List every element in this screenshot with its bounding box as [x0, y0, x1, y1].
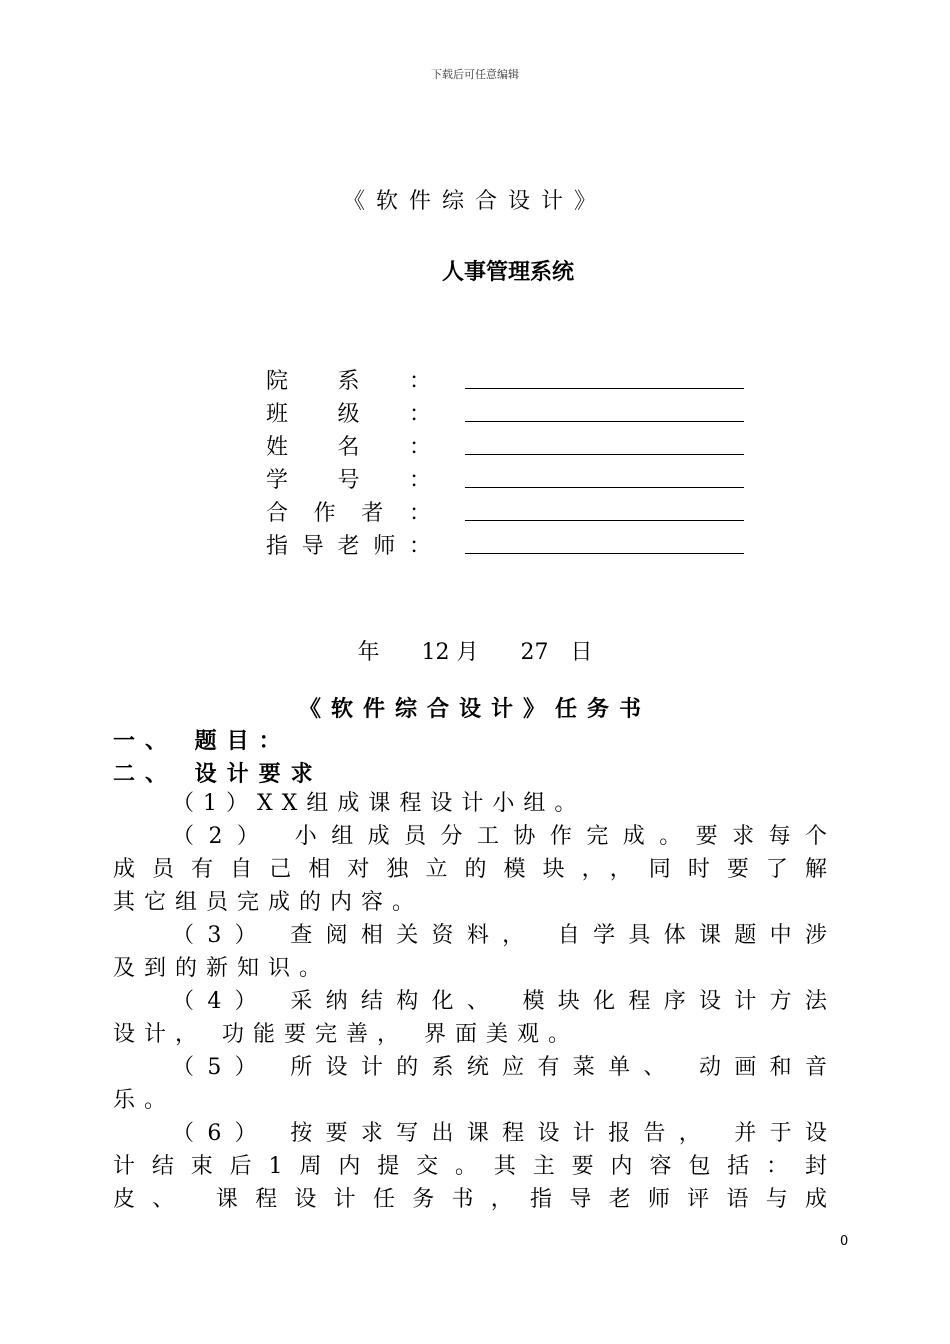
section-topic: 一、 题目： [113, 728, 291, 754]
body-line: 设计， 功能要完善， 界面美观。 [113, 1022, 579, 1047]
task-title: 《软件综合设计》任务书 [298, 696, 651, 722]
body-line: 成员有自己相对独立的模块，，同时要了解 [113, 857, 827, 882]
cover-field-label: 学 号 ： [266, 468, 431, 493]
cover-field-label: 院 系 ： [266, 369, 431, 394]
date-day-label: 日 [570, 640, 593, 665]
cover-field-blank-line [465, 388, 744, 389]
body-line: （3） 查阅相关资料， 自学具体课题中涉 [172, 923, 827, 948]
date-month-label: 月 [456, 640, 479, 665]
body-line: 皮、 课程设计任务书，指导老师评语与成 [113, 1187, 827, 1212]
cover-field-label: 合 作 者 ： [266, 501, 431, 526]
cover-field-blank-line [465, 487, 744, 488]
body-line: 及到的新知识。 [113, 956, 331, 981]
cover-field-blank-line [465, 454, 744, 455]
cover-field-blank-line [465, 520, 744, 521]
cover-date [0, 635, 950, 666]
body-line: 计结束后1周内提交。其主要内容包括：封 [113, 1154, 827, 1179]
body-line: （4） 采纳结构化、 模块化程序设计方法 [172, 989, 827, 1014]
body-line: （5） 所设计的系统应有菜单、 动画和音 [172, 1055, 827, 1080]
cover-field-label: 指 导 老 师 ： [266, 534, 431, 559]
body-line: （1）XX组成课程设计小组。 [172, 791, 586, 816]
cover-field-blank-line [465, 553, 744, 554]
header-note: 下载后可任意编辑 [431, 68, 519, 81]
course-title: 《软件综合设计》 [342, 189, 607, 214]
body-line: （2） 小组成员分工协作完成。要求每个 [172, 824, 827, 849]
project-title: 人事管理系统 [441, 260, 574, 285]
body-line: （6） 按要求写出课程设计报告， 并于设 [172, 1121, 827, 1146]
date-year-label: 年 [357, 640, 380, 665]
cover-field-label: 姓 名 ： [266, 435, 431, 460]
body-line: 其它组员完成的内容。 [113, 890, 424, 915]
cover-field-label: 班 级 ： [266, 402, 431, 427]
date-day: 27 [520, 640, 549, 665]
body-line: 乐。 [113, 1088, 176, 1113]
section-requirements: 二、 设计要求 [113, 761, 323, 787]
page-number: 0 [840, 1234, 849, 1249]
cover-field-blank-line [465, 421, 744, 422]
date-month: 12 [421, 640, 450, 665]
